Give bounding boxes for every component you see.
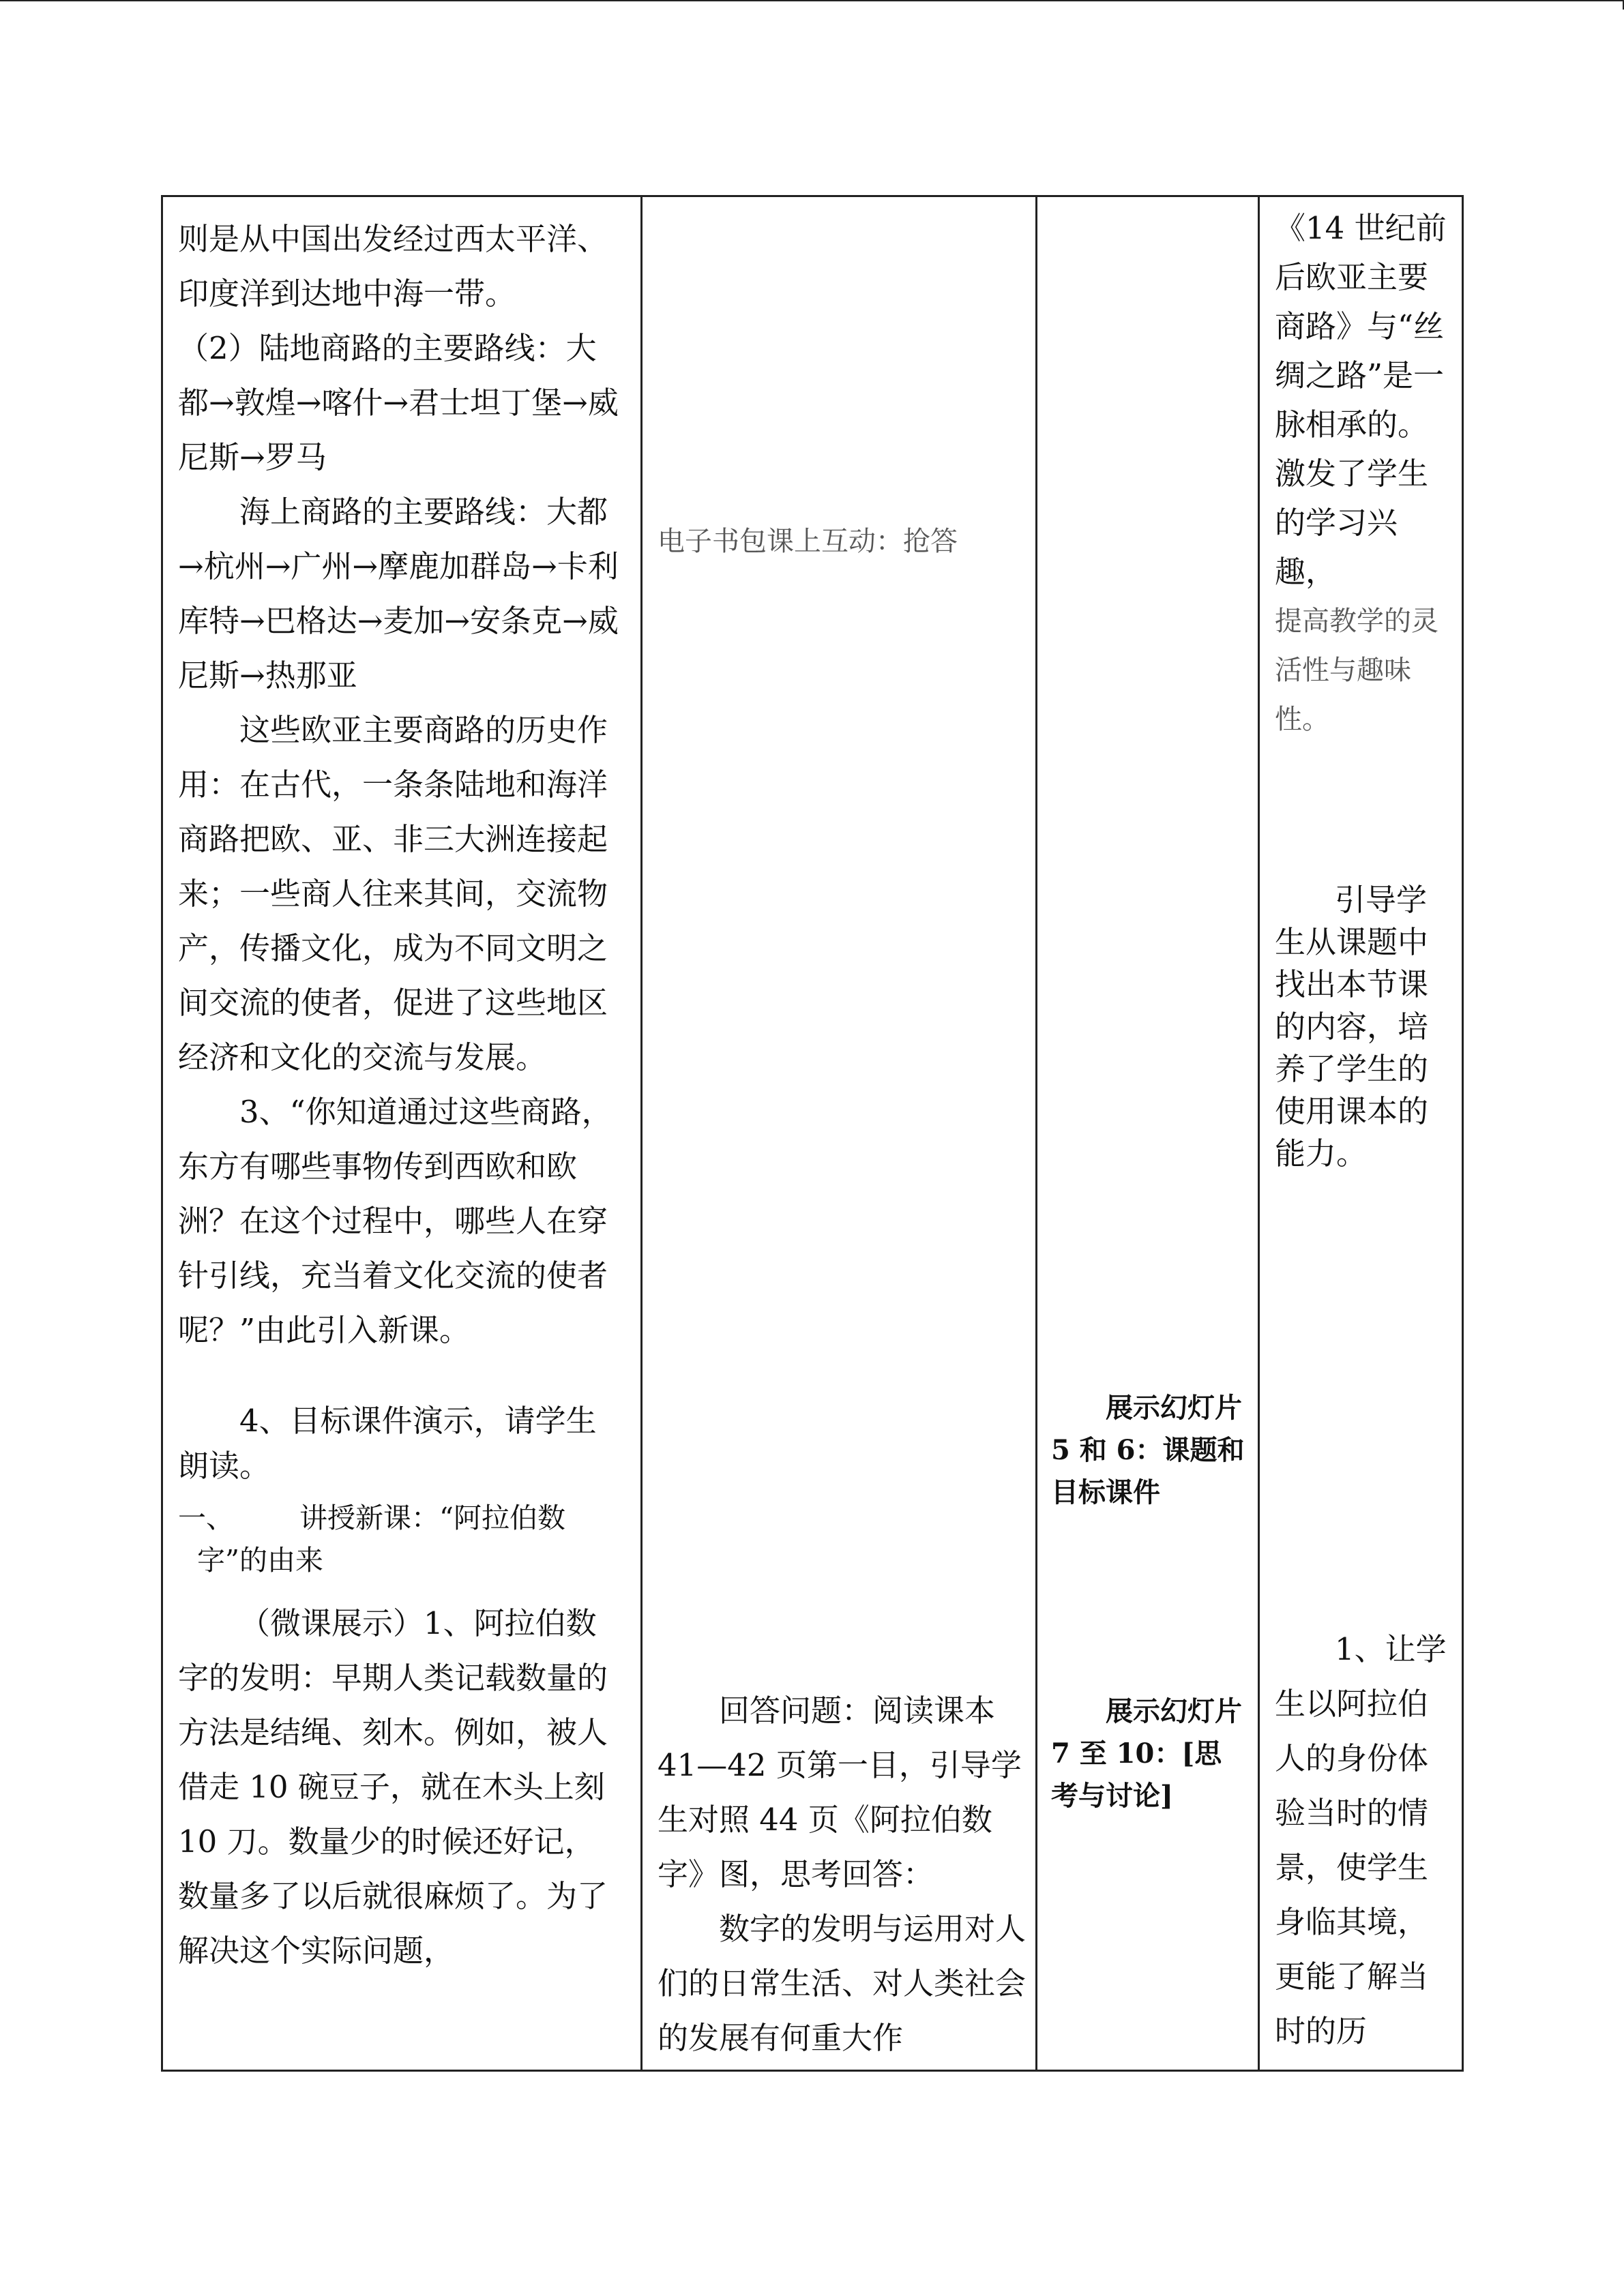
section-title: 讲授新课：“阿拉伯数字”的由来 bbox=[197, 1502, 565, 1577]
content-paragraph: （2）陆地商路的主要路线：大都→敦煌→喀什→君士坦丁堡→威尼斯→罗马 bbox=[178, 330, 619, 475]
content-paragraph: （微课展示）1、阿拉伯数字的发明：早期人类记载数量的方法是结绳、刻木。例如，被人借走 10 碗豆子，就在木头上刻 10 刀。数量少的时候还好记，数量多了以后就很麻烦了。为了解决这个实际问题， bbox=[178, 1605, 615, 1969]
intent-paragraph: 1、让学生以阿拉伯人的身份体验当时的情景，使学生身临其境，更能了解当时的历 bbox=[1275, 1631, 1447, 2049]
page-top-border bbox=[0, 0, 1624, 1]
content-paragraph: 3、“你知道通过这些商路，东方有哪些事物传到西欧和欧洲？在这个过程中，哪些人在穿针引线，充当着文化交流的使者呢？”由此引入新课。 bbox=[178, 1094, 612, 1348]
content-paragraph: 海上商路的主要路线：大都→杭州→广州→摩鹿加群岛→卡利库特→巴格达→麦加→安条克→威尼斯→热那亚 bbox=[178, 494, 619, 694]
student-activity-cell bbox=[643, 197, 1035, 2070]
answer-block bbox=[658, 1684, 1026, 2066]
media-cell bbox=[1037, 197, 1258, 2070]
section-number: 一、 bbox=[178, 1502, 234, 1534]
interaction-note: 电子书包课上互动：抢答 bbox=[658, 526, 958, 557]
slide-note: 展示幻灯片 7 至 10：[思考与讨论] bbox=[1051, 1695, 1242, 1812]
intent-block bbox=[1275, 204, 1451, 744]
lesson-plan-table bbox=[161, 195, 1464, 2072]
teaching-content-cell bbox=[163, 197, 640, 2070]
answer-paragraph: 数字的发明与运用对人们的日常生活、对人类社会的发展有何重大作 bbox=[658, 1911, 1027, 2056]
slide-note: 展示幻灯片 5 和 6：课题和目标课件 bbox=[1051, 1392, 1245, 1508]
content-paragraph: 则是从中国出发经过西太平洋、印度洋到达地中海一带。 bbox=[178, 221, 608, 312]
design-intent-cell bbox=[1260, 197, 1462, 2070]
content-paragraph: 这些欧亚主要商路的历史作用：在古代，一条条陆地和海洋商路把欧、亚、非三大洲连接起来；一些商人往来其间，交流物产，传播文化，成为不同文明之间交流的使者，促进了这些地区经济和文化的交流与发展。 bbox=[178, 712, 608, 1075]
intent-paragraph: 引导学生从课题中找出本节课的内容，培养了学生的使用课本的能力。 bbox=[1275, 882, 1429, 1172]
answer-paragraph: 回答问题：阅读课本 41—42 页第一目，引导学生对照 44 页《阿拉伯数字》图，思考回答： bbox=[658, 1693, 1022, 1892]
content-paragraph: 4、目标课件演示，请学生朗读。 bbox=[178, 1403, 597, 1484]
intent-paragraph: 《14 世纪前后欧亚主要商路》与“丝绸之路”是一脉相承的。激发了学生的学习兴趣， bbox=[1275, 210, 1447, 590]
section-heading bbox=[178, 1497, 625, 1584]
intent-paragraph-grey: 提高教学的灵活性与趣味性。 bbox=[1275, 606, 1438, 735]
